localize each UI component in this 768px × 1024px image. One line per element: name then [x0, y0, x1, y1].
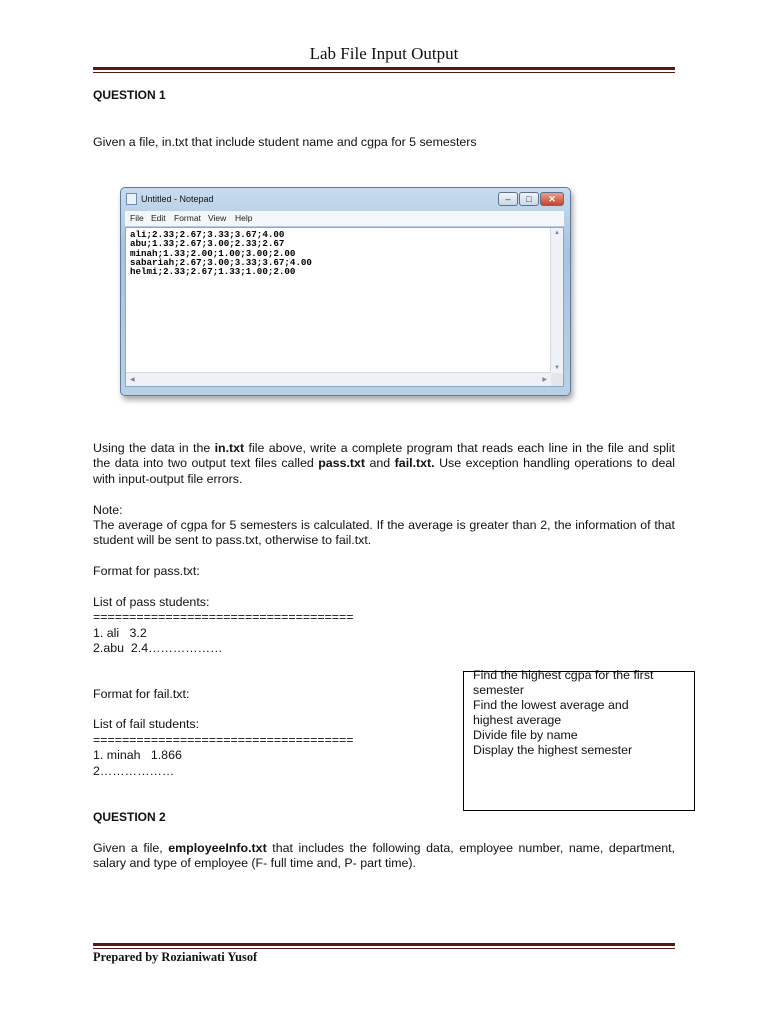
task-text: file above, write a complete program that reads each line in the file and split the data into two output text files called	[93, 441, 675, 471]
requirement-item: Divide file by name	[473, 728, 578, 742]
question-1-intro: Given a file, in.txt that include student name and cgpa for 5 semesters	[93, 135, 477, 149]
notepad-text-area[interactable]	[125, 227, 564, 387]
requirements-box	[463, 668, 695, 811]
pass-separator: ====================================	[93, 610, 354, 624]
pass-row: 1. ali 3.2	[93, 626, 147, 640]
note-text: The average of cgpa for 5 semesters is calculated. If the average is greater than 2, the information of that student will be sent to pass.txt, otherwise to fail.txt.	[93, 518, 675, 548]
footer-rule	[93, 943, 675, 946]
close-icon[interactable]: ✕	[540, 192, 564, 206]
question-1-heading: QUESTION 1	[93, 88, 166, 102]
in-file-name: in.txt	[214, 441, 245, 455]
scroll-down-icon[interactable]: ▼	[554, 365, 560, 371]
notepad-content	[130, 230, 312, 276]
menu-view[interactable]: View	[208, 213, 227, 223]
header-rule-thin	[93, 72, 675, 73]
scroll-up-icon[interactable]: ▲	[554, 230, 560, 236]
fail-row: 1. minah 1.866	[93, 748, 182, 762]
task-text: Use exception handling operations to deal with input-output file errors.	[93, 456, 675, 486]
page-title: Lab File Input Output	[309, 44, 459, 63]
menu-format[interactable]: Format	[174, 213, 201, 223]
notepad-titlebar	[121, 188, 570, 210]
employee-file-name: employeeInfo.txt	[168, 841, 267, 855]
menu-help[interactable]: Help	[235, 213, 253, 223]
fail-list-title: List of fail students:	[93, 717, 200, 731]
notepad-line: sabariah;2.67;3.00;3.33;3.67;4.00	[130, 256, 312, 268]
pass-format-label: Format for pass.txt:	[93, 564, 200, 578]
requirement-item: highest average	[473, 713, 562, 727]
requirement-item: semester	[473, 683, 524, 697]
size-grip	[551, 373, 563, 386]
pass-row: 2.abu 2.4………………	[93, 641, 223, 655]
pass-file-name: pass.txt	[318, 456, 366, 471]
fail-row: 2………………	[93, 764, 175, 778]
notepad-icon	[126, 193, 137, 205]
task-text: and	[365, 456, 395, 471]
task-text: Using the data in the	[93, 441, 215, 455]
footer-author: Prepared by Rozianiwati Yusof	[93, 950, 258, 964]
notepad-menubar	[125, 211, 564, 226]
notepad-window	[120, 187, 571, 396]
maximize-icon[interactable]: □	[519, 192, 539, 206]
q2-text: Given a file,	[93, 841, 169, 855]
vertical-scrollbar[interactable]	[550, 228, 563, 373]
requirement-item: Find the lowest average and	[473, 698, 629, 712]
pass-list-title: List of pass students:	[93, 595, 210, 609]
horizontal-scrollbar[interactable]	[126, 372, 551, 386]
menu-edit[interactable]: Edit	[151, 213, 166, 223]
minimize-icon[interactable]: –	[498, 192, 518, 206]
notepad-line: helmi;2.33;2.67;1.33;1.00;2.00	[130, 266, 296, 278]
notepad-line: abu;1.33;2.67;3.00;2.33;2.67	[130, 238, 285, 250]
footer-rule-thin	[93, 948, 675, 949]
notepad-line: minah;1.33;2.00;1.00;3.00;2.00	[130, 247, 296, 259]
fail-separator: ====================================	[93, 733, 354, 747]
fail-file-name: fail.txt.	[394, 456, 435, 471]
question-1-task	[93, 441, 675, 487]
requirement-item: Find the highest cgpa for the first	[473, 668, 654, 682]
notepad-title: Untitled - Notepad	[141, 194, 214, 204]
question-2-heading: QUESTION 2	[93, 810, 166, 824]
requirement-item: Display the highest semester	[473, 743, 633, 757]
question-2-text	[93, 841, 675, 872]
notepad-line: ali;2.33;2.67;3.33;3.67;4.00	[130, 229, 285, 240]
scroll-right-icon[interactable]: ▶	[542, 377, 547, 383]
scroll-left-icon[interactable]: ◀	[130, 377, 135, 383]
note-label: Note:	[93, 503, 123, 517]
q2-text: that includes the following data, employee number, name, department, salary and type of employee (F- full time and, P- part time).	[93, 841, 675, 871]
header-rule	[93, 67, 675, 70]
fail-format-label: Format for fail.txt:	[93, 687, 190, 701]
menu-file[interactable]: File	[130, 213, 144, 223]
